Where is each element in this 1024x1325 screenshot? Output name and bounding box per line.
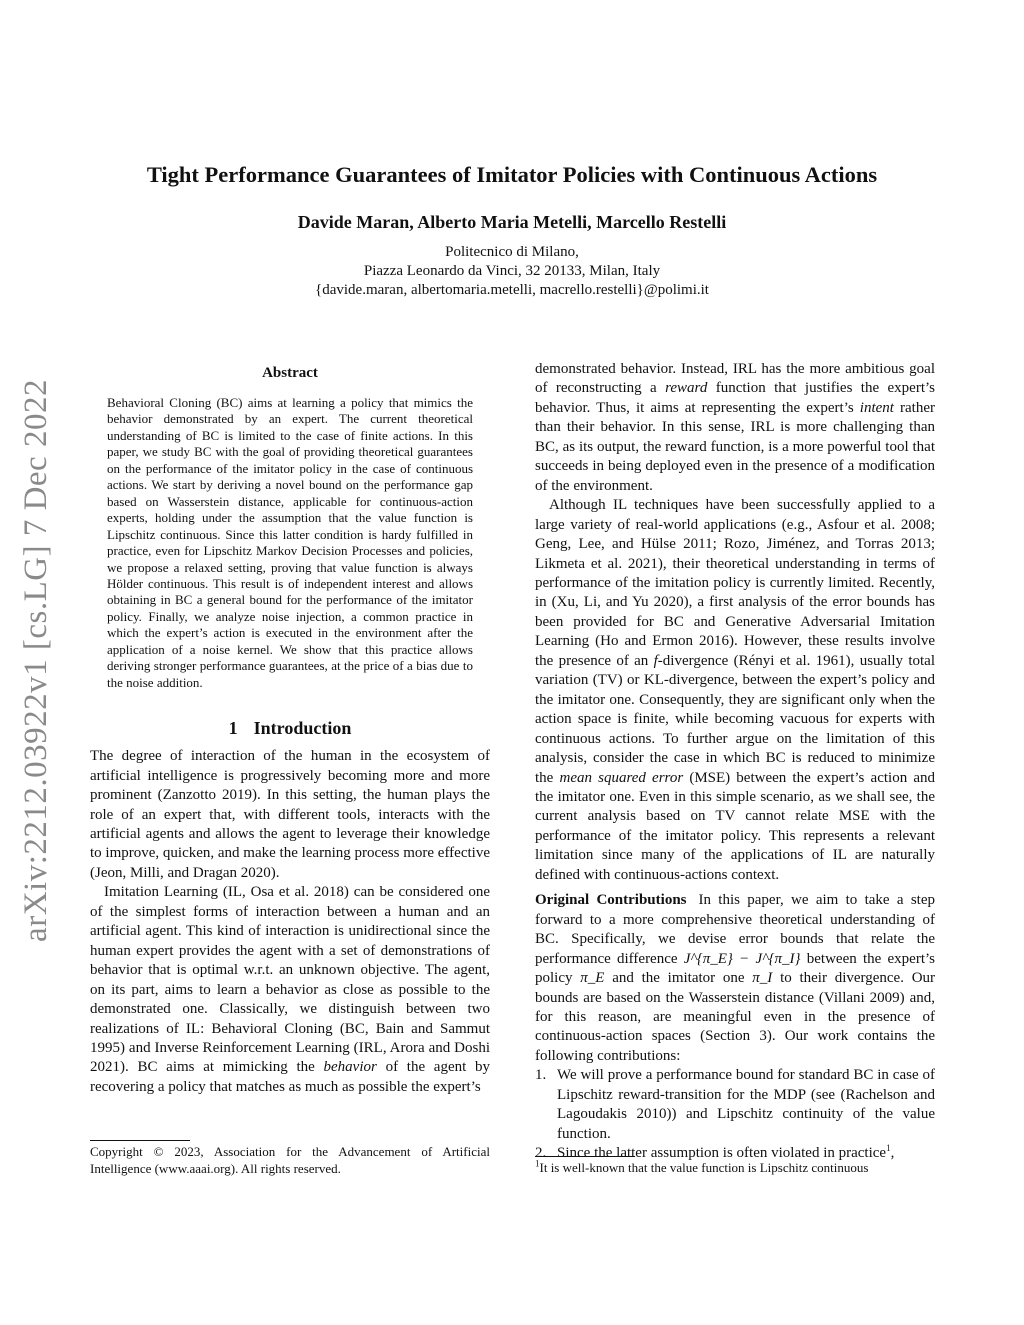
left-column — [90, 360, 490, 1097]
list-item: 1. We will prove a performance bound for standard BC in case of Lipschitz reward-transition for the MDP (see (Rachelson and Lagoudakis 2010)) and Lipschitz continuity of the value function. — [535, 1067, 935, 1142]
math-imitator-policy: π_I — [752, 970, 773, 987]
contributions-heading: Original Contributions — [535, 892, 687, 909]
arxiv-identifier-stamp — [6, 360, 66, 960]
paper-authors: Davide Maran, Alberto Maria Metelli, Marcello Restelli — [297, 212, 727, 232]
footnote-text: It is well-known that the value function is Lipschitz continuous — [539, 1160, 869, 1175]
abstract-text: Behavioral Cloning (BC) aims at learning a policy that mimics the behavior demonstrated by an expert. The current theoretical understanding of BC is limited to the case of finite actions. In this paper, we study BC with the goal of providing theoretical guarantees on the performance of the imitator policy in the case of continuous actions. We start by deriving a novel bound on the performance gap based on Wasserstein distance, applicable for continuous-action experts, holding under the assumption that the value function is Lipschitz continuous. Since this latter condition is hardy fulfilled in practice, even for Lipschitz Markov Decision Processes and policies, we propose a relaxed setting, proving that value function is always Hölder continuous. This result is of independent interest and allows obtaining in BC a general bound for the performance of the imitator policy. Finally, we analyze noise injection, a common practice in which the expert’s action is executed in the environment after the application of a noise kernel. We show that this practice allows deriving stronger performance guarantees, at the price of a bias due to the noise addition. — [107, 395, 473, 690]
footnote-rule — [90, 1140, 190, 1141]
intro-paragraph-2: Imitation Learning (IL, Osa et al. 2018) can be considered one of the simplest forms of interaction between a human and an artificial agent. This kind of interaction is unidirectional since the human expert provides the agent with a set of demonstrations of behavior that is optimal w.r.t. an unknown objective. The agent, on its part, aims to learn a behavior as close as possible to the demonstrated one. Classically, we distinguish between two realizations of IL: Behavioral Cloning (BC, Bain and Sammut 1995) and Inverse Reinforcement Learning (IRL, Arora and Doshi 2021). BC aims at mimicking the behavior of the agent by recovering a policy that matches as much as possible the expert’s — [90, 884, 491, 1095]
paper-title: Tight Performance Guarantees of Imitator Policies with Continuous Actions — [146, 162, 878, 187]
affiliation-line-2: Piazza Leonardo da Vinci, 32 20133, Milan, Italy — [363, 263, 661, 279]
original-contributions-paragraph: Original Contributions In this paper, we aim to take a step forward to a more comprehensive theoretical understanding of BC. Specifically, we devise error bounds that relate the performance difference J^{π_E} − J^{π_I} between the expert’s policy π_E and the imitator one π_I to their divergence. Our bounds are based on the Wasserstein distance (Villani 2009) and, for this reason, are meaningful even in the presence of continuous-action spaces (Section 3). Our work contains the following contributions: — [535, 892, 936, 1064]
copyright-notice — [90, 1140, 490, 1177]
footnote-rule — [535, 1156, 635, 1157]
affiliation-block — [0, 243, 1024, 300]
copyright-text: Copyright © 2023, Association for the Advancement of Artificial Intelligence (www.aaai.org). All rights reserved. — [90, 1144, 490, 1176]
affiliation-line-1: Politecnico di Milano, — [445, 244, 579, 260]
right-paragraph-2: Although IL techniques have been successfully applied to a large variety of real-world applications (e.g., Asfour et al. 2008; Geng, Lee, and Hülse 2011; Rozo, Jiménez, and Torras 2013; Likmeta et al. 2021), their theoretical understanding in terms of performance of the imitation policy is currently limited. Recently, in (Xu, Li, and Yu 2020), a first analysis of the error bounds has been provided for BC and Generative Adversarial Imitation Learning (Ho and Ermon 2016). However, these results involve the presence of an f-divergence (Rényi et al. 1961), usually total variation (TV) or KL-divergence, between the expert’s policy and the imitator one. Consequently, they are significant only when the action space is finite, while becoming vacuous for experts with continuous actions. To further argue on the limitation of this analysis, consider the case in which BC is reduced to minimize the mean squared error (MSE) between the expert’s action and the imitator one. Even in this simple scenario, as we shall see, the current analysis based on TV cannot relate MSE with the performance of the imitator policy. This represents a relevant limitation since many of the applications of IL are naturally defined with continuous-actions context. — [535, 497, 936, 883]
affiliation-emails: {davide.maran, albertomaria.metelli, macrello.restelli}@polimi.it — [315, 282, 709, 298]
section-number: 1 — [228, 718, 238, 739]
math-performance-difference: J^{π_E} − J^{π_I} — [683, 950, 801, 967]
footnote: $^1$It is well-known that the value function is Lipschitz continuous — [535, 1156, 935, 1176]
right-paragraph-1: demonstrated behavior. Instead, IRL has the more ambitious goal of reconstructing a reward function that justifies the expert’s behavior. Thus, it aims at representing the expert’s intent rather than their behavior. In this sense, IRL is more challenging than BC, as its output, the reward function, is a more powerful tool that succeeds in being deployed even in the presence of a modification of the environment. — [535, 361, 935, 494]
arxiv-id-text: arXiv:2212.03922v1 [cs.LG] 7 Dec 2022 — [17, 378, 54, 942]
abstract-heading: Abstract — [262, 365, 318, 381]
section-title: Introduction — [253, 718, 352, 739]
contributions-list — [535, 1066, 935, 1163]
right-column — [535, 360, 935, 1164]
section-heading-introduction — [90, 717, 490, 739]
footnote-marker: 1 — [886, 1143, 891, 1154]
math-expert-policy: π_E — [580, 970, 605, 987]
list-item: 2. Since the latter assumption is often violated in practice$^1$, — [535, 1143, 895, 1162]
intro-paragraph-1: The degree of interaction of the human in the ecosystem of artificial intelligence is progressively becoming more and more prominent (Zanzotto 2019). In this setting, the human plays the role of an expert that, with different tools, interacts with the artificial agents and allows the agent to leverage their knowledge to improve, quicken, and make the learning process more effective (Jeon, Milli, and Dragan 2020). — [90, 748, 490, 881]
